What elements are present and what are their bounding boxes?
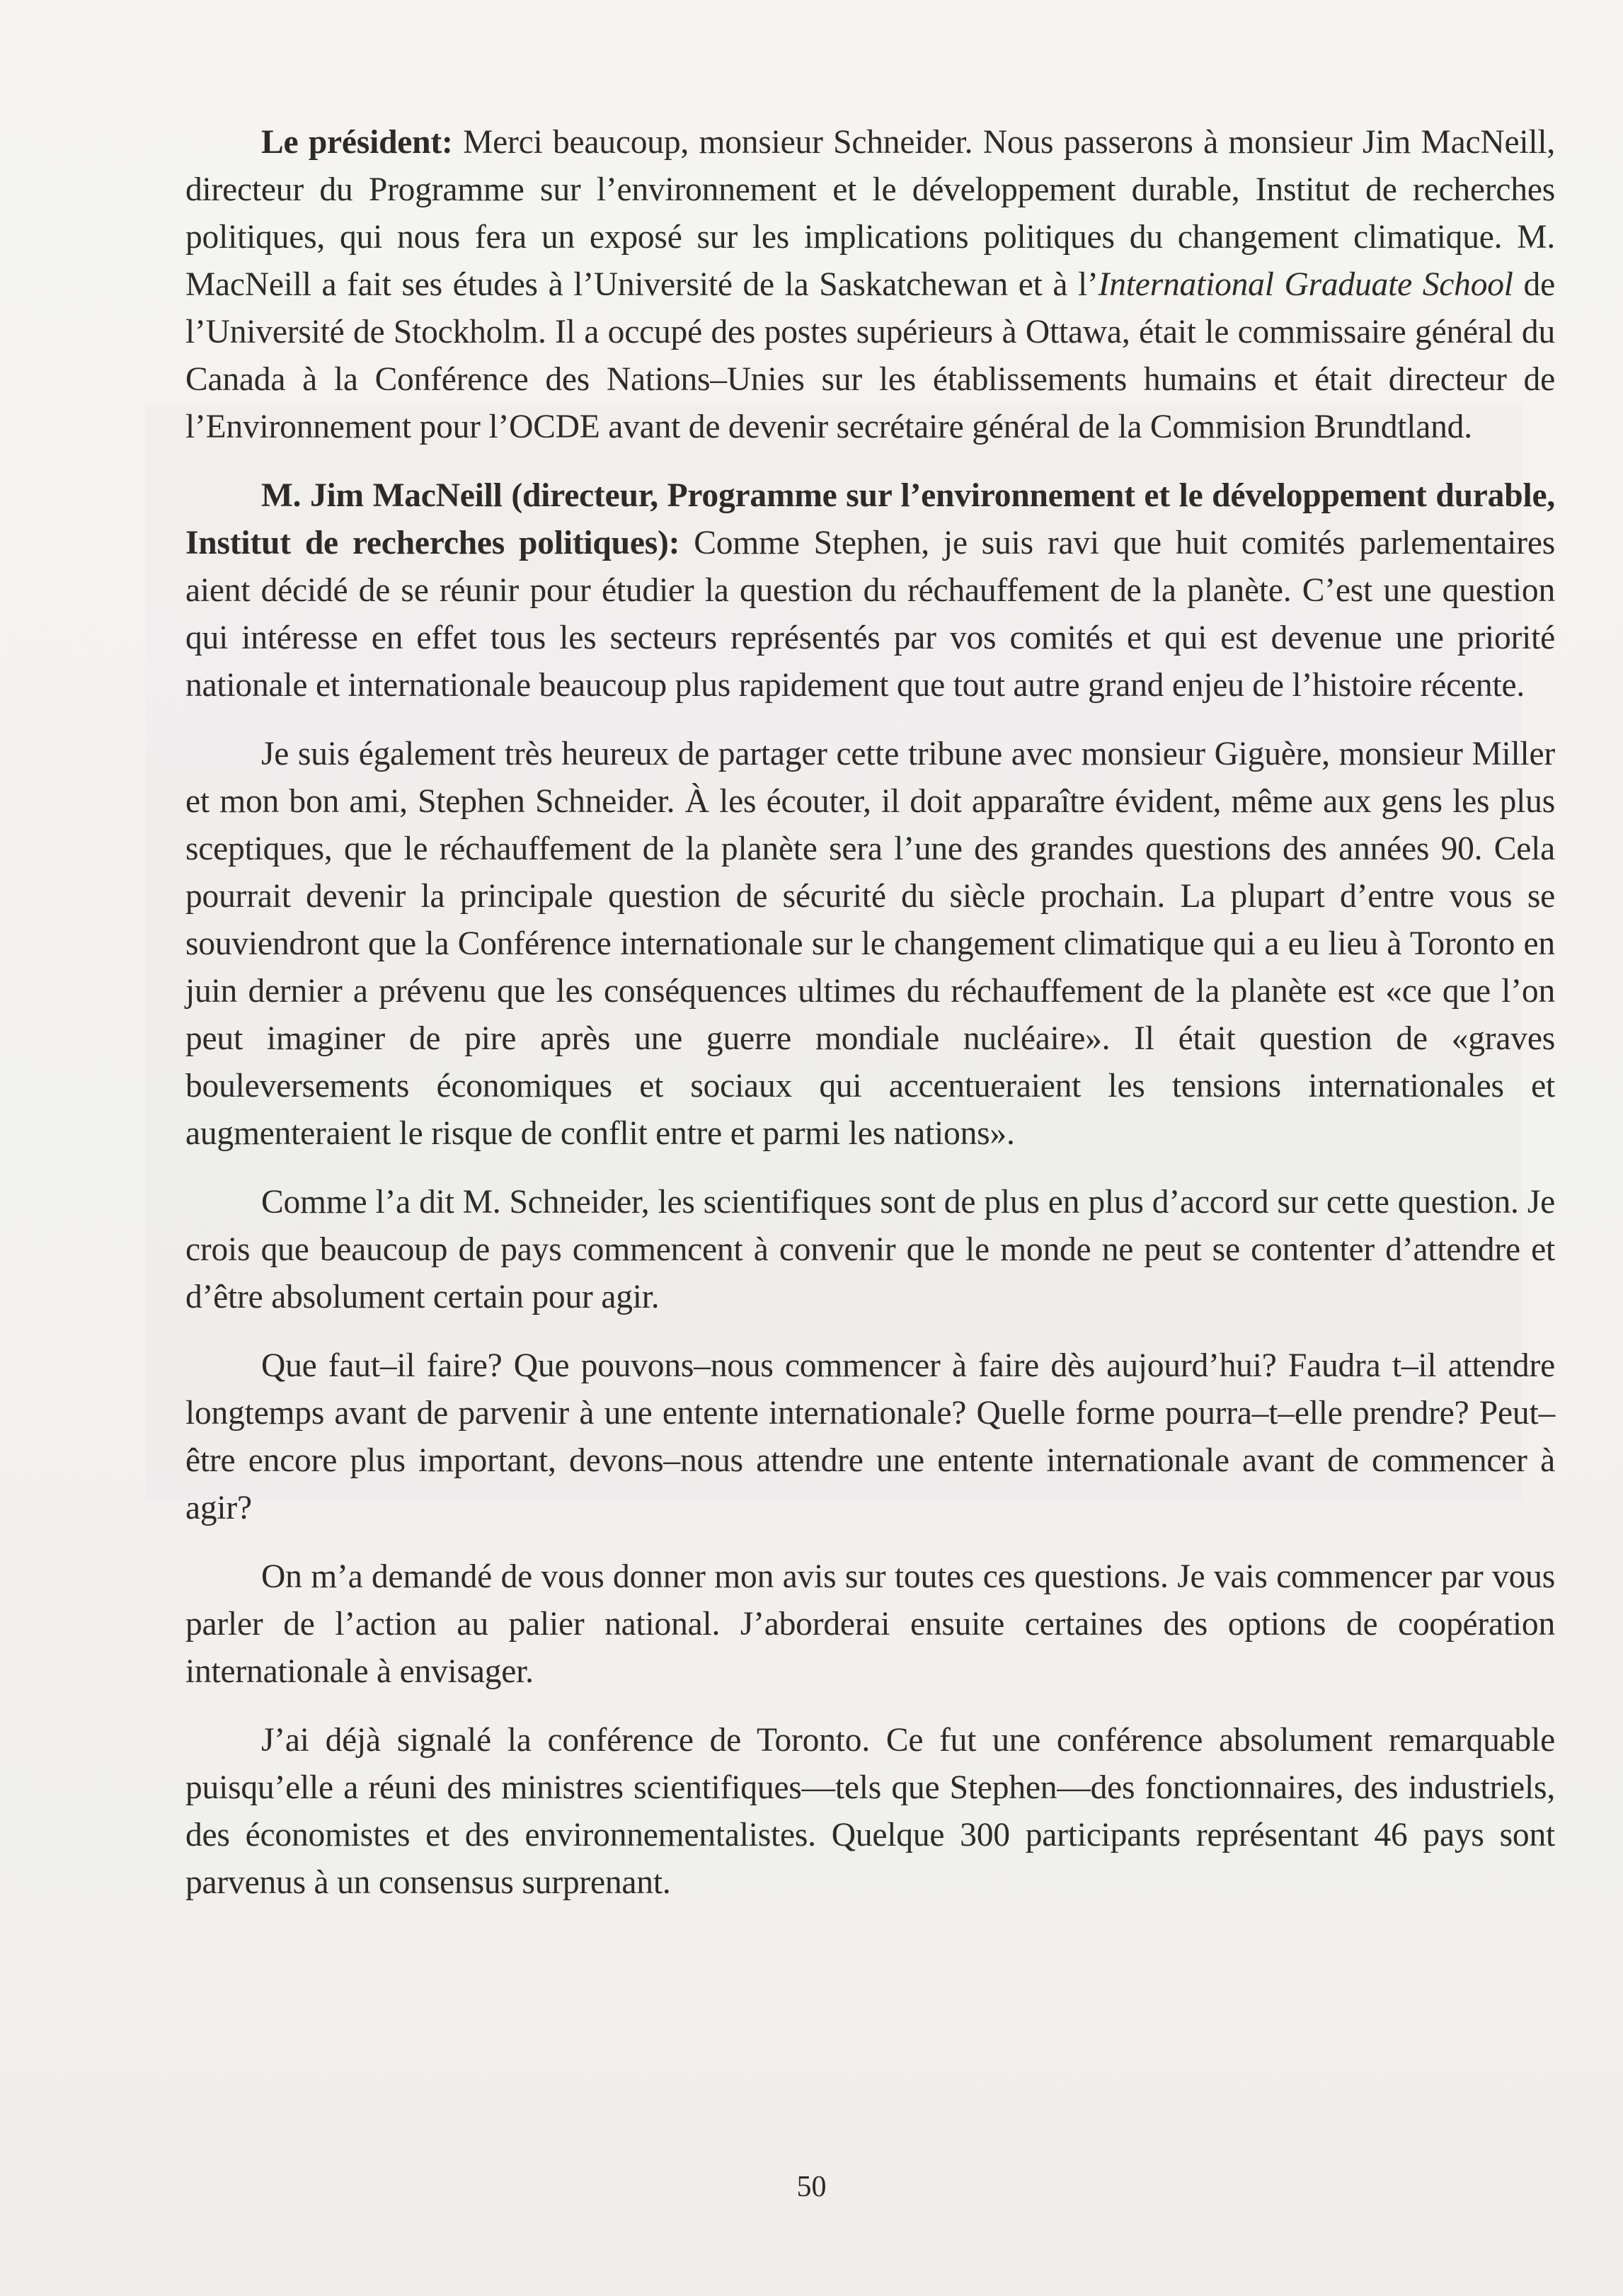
paragraph-body: Que faut–il faire? Que pouvons–nous commencer à faire dès aujourd’hui? Faudra t–il attendre longtemps avant de parvenir à une entente internationale? Quelle forme pourra–t–elle prendre? Peut–être encore plus important, devons–nous attendre une entente internationale avant de commencer à agir? xyxy=(185,1347,1555,1526)
speaker-lead: M. Jim MacNeill (directeur, Programme sur l’environnement et le développement durable, Institut de recherches politiques): xyxy=(185,477,1555,561)
paragraph-president xyxy=(185,119,1555,451)
paragraph-body: On m’a demandé de vous donner mon avis sur toutes ces questions. Je vais commencer par vous parler de l’action au palier national. J’aborderai ensuite certaines des options de coopération internationale à envisager. xyxy=(185,1558,1555,1690)
paragraph-text: Merci beaucoup, monsieur Schneider. Nous passerons à monsieur Jim MacNeill, directeur du Programme sur l’environnement et le développement durable, Institut de recherches politiques, qui nous fera un exposé sur les implications politiques du changement climatique. M. MacNeill a fait ses études à l’Université de la Saskatchewan et à l’ xyxy=(185,124,1555,303)
paragraph-text: Comme Stephen, je suis ravi que huit comités parlementaires aient décidé de se réunir pour étudier la question du réchauffement de la planète. C’est une question qui intéresse en effet tous les secteurs représentés par vos comités et qui est devenue une priorité nationale et internationale beaucoup plus rapidement que tout autre grand enjeu de l’histoire récente. xyxy=(185,525,1555,704)
paragraph-body: J’ai déjà signalé la conférence de Toronto. Ce fut une conférence absolument remarquable puisqu’elle a réuni des ministres scientifiques—tels que Stephen—des fonctionnaires, des industriels, des économistes et des environnementalistes. Quelque 300 participants représentant 46 pays sont parvenus à un consensus surprenant. xyxy=(185,1722,1555,1901)
paragraph-macneill xyxy=(185,472,1555,709)
paragraph-body: Comme l’a dit M. Schneider, les scientifiques sont de plus en plus d’accord sur cette question. Je crois que beaucoup de pays commencent à convenir que le monde ne peut se contenter d’attendre et d’être absolument certain pour agir. xyxy=(185,1184,1555,1315)
page-number: 50 xyxy=(796,2171,827,2203)
paragraph-text: de l’Université de Stockholm. Il a occupé des postes supérieurs à Ottawa, était le commissaire général du Canada à la Conférence des Nations–Unies sur les établissements humains et était directeur de l’Environnement pour l’OCDE avant de devenir secrétaire général de la Commision Brundtland. xyxy=(185,266,1555,445)
paragraph-body: Je suis également très heureux de partager cette tribune avec monsieur Giguère, monsieur Miller et mon bon ami, Stephen Schneider. À les écouter, il doit apparaître évident, même aux gens les plus sceptiques, que le réchauffement de la planète sera l’une des grandes questions des années 90. Cela pourrait devenir la principale question de sécurité du siècle prochain. La plupart d’entre vous se souviendront que la Conférence internationale sur le changement climatique qui a eu lieu à Toronto en juin dernier a prévenu que les conséquences ultimes du réchauffement de la planète est «ce que l’on peut imaginer de pire après une guerre mondiale nucléaire». Il était question de «graves bouleversements économiques et sociaux qui accentueraient les tensions internationales et augmenteraient le risque de conflit entre et parmi les nations». xyxy=(185,736,1555,1152)
text-column xyxy=(185,119,1555,1907)
italic-institution: International Graduate School xyxy=(1098,266,1513,303)
speaker-lead: Le président: xyxy=(261,124,453,161)
